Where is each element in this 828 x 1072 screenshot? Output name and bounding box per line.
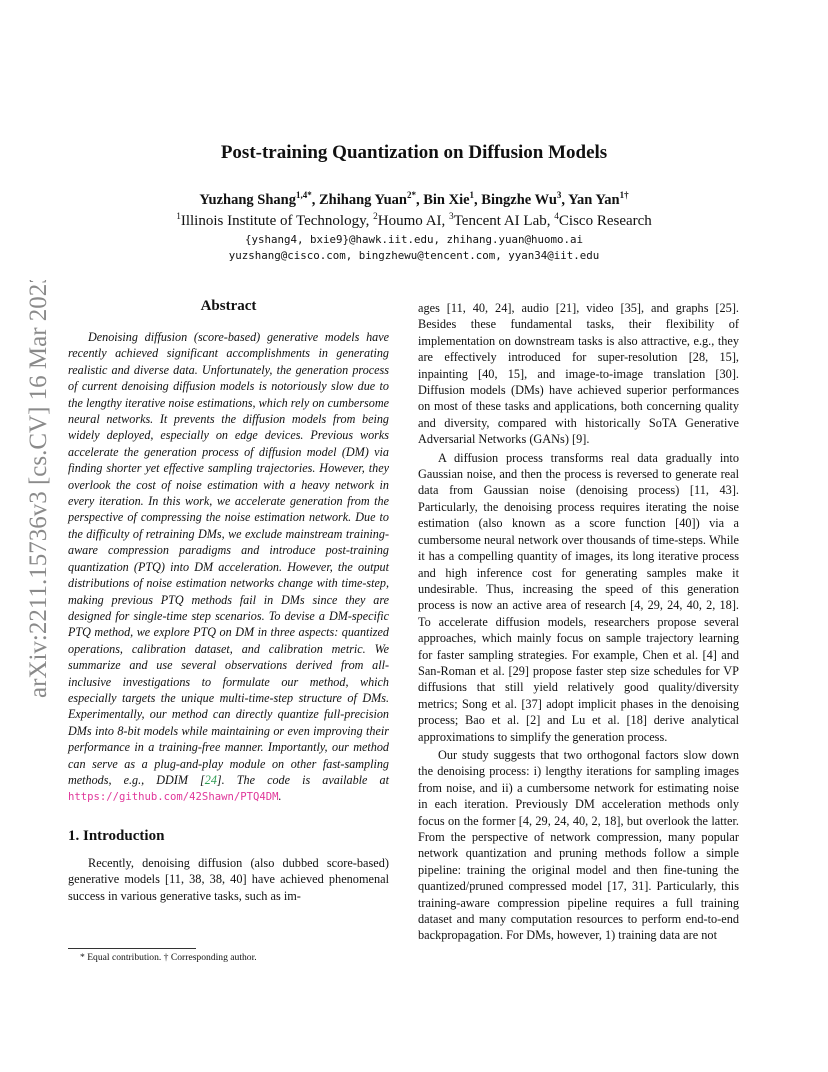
author-name: Yuzhang Shang bbox=[199, 192, 296, 208]
author-name: Bin Xie bbox=[423, 192, 470, 208]
right-column bbox=[418, 300, 739, 944]
author-sup: 2* bbox=[406, 190, 416, 201]
section-heading: 1. Introduction bbox=[68, 827, 165, 844]
affil-sup: 1 bbox=[176, 212, 181, 222]
code-link[interactable]: https://github.com/42Shawn/PTQ4DM bbox=[68, 791, 279, 804]
affiliation: Cisco Research bbox=[558, 213, 652, 229]
author-sup: 3 bbox=[556, 190, 562, 201]
abstract-body: ]. The code is available at bbox=[216, 772, 389, 787]
email-line: yuzshang@cisco.com, bingzhewu@tencent.com, yyan34@iit.edu bbox=[228, 249, 600, 262]
footnote: * Equal contribution. † Corresponding author. bbox=[80, 952, 257, 963]
author-name: Zhihang Yuan bbox=[318, 192, 407, 208]
affiliations: $^1$Illinois Institute of Technology, $^2$Houmo AI, $^3$Tencent AI Lab, $^4$Cisco Research bbox=[176, 212, 652, 229]
arxiv-stamp bbox=[14, 280, 58, 700]
abstract-heading: Abstract bbox=[200, 298, 257, 314]
affiliation: Tencent AI Lab bbox=[453, 213, 547, 229]
intro-paragraph: Recently, denoising diffusion (also dubbed score-based) generative models [11, 38, 38, 40] have achieved phenomenal success in various generative tasks, such as im- bbox=[68, 855, 389, 903]
author-sup: 1,4* bbox=[296, 190, 312, 201]
intro-paragraph: A diffusion process transforms real data gradually into Gaussian noise, and then the process is reversed to generate real data from Gaussian noise (denoising process) [11, 43]. Particularly, the denoising process requires iterating the noise estimation (also known as a score function [40]) via a cumbersome neural network over thousands of time-steps. While it has a compelling quantity of images, its long iterative process and high inference cost for generating samples make it undesirable. Thus, increasing the speed of this generation process is now an active area of research [4, 29, 24, 40, 2, 18]. To accelerate diffusion models, researchers propose several approaches, which mainly focus on sample trajectory learning for faster sampling strategies. For example, Chen et al. [4] and San-Roman et al. [29] propose faster step size schedules for VP diffusions that still yield relatively good quality/diversity metrics; Song et al. [37] adopt implicit phases in the denoising process; Bao et al. [2] and Lu et al. [18] derive analytical approximations to simplify the generation process. bbox=[418, 450, 739, 744]
abstract-text bbox=[68, 329, 389, 806]
paper-title: Post-training Quantization on Diffusion Models bbox=[220, 142, 608, 163]
footnote-rule bbox=[68, 948, 196, 949]
left-column bbox=[68, 298, 389, 904]
author-name: Yan Yan bbox=[568, 192, 620, 208]
email-line: {yshang4, bxie9}@hawk.iit.edu, zhihang.yuan@huomo.ai bbox=[244, 233, 583, 246]
author-sup: 1† bbox=[619, 190, 629, 201]
author-name: Bingzhe Wu bbox=[481, 192, 557, 208]
intro-paragraph: Our study suggests that two orthogonal factors slow down the denoising process: i) lengthy iterations for sampling images from noise, and ii) a cumbersome network for estimating noise in each iteration. Previously DM acceleration methods only focus on the former [4, 29, 24, 40, 2, 18], but overlook the latter. From the perspective of network compression, many popular network quantization and pruning methods follow a simple pipeline: training the original model and then fine-tuning the quantized/pruned compressed model [17, 31]. Particularly, this training-aware compression pipeline requires a full training dataset and many computation resources to perform end-to-end backpropagation. For DMs, however, 1) training data are not bbox=[418, 747, 739, 943]
abstract-body: Denoising diffusion (score-based) generative models have recently achieved significant accomplishments in generating realistic and diverse data. Unfortunately, the generation process of current denoising diffusion models is notoriously slow due to the lengthy iterative noise estimations, which rely on cumbersome neural networks. It prevents the diffusion models from being widely deployed, especially on edge devices. Previous works accelerate the generation process of diffusion model (DM) via finding shorter yet effective sampling trajectories. However, they overlook the cost of noise estimation with a heavy network in every iteration. In this work, we accelerate generation from the perspective of compressing the noise estimation network. Due to the difficulty of retraining DMs, we exclude mainstream training-aware compression paradigms and introduce post-training quantization (PTQ) into DM acceleration. However, the output distributions of noise estimation networks change with time-step, making previous PTQ methods fail in DMs since they are designed for single-time step scenarios. To devise a DM-specific PTQ method, we explore PTQ on DM in three aspects: quantized operations, calibration dataset, and calibration metric. We summarize and use several observations derived from all-inclusive investigations to formulate our method, which especially targets the unique multi-time-step structure of DMs. Experimentally, our method can directly quantize full-precision DMs into 8-bit models while maintaining or even improving their performance in a training-free manner. Importantly, our method can serve as a plug-and-play module on other fast-sampling methods, e.g., DDIM [ bbox=[68, 330, 389, 787]
citation-link[interactable]: 24 bbox=[204, 772, 217, 787]
affiliation: Illinois Institute of Technology bbox=[180, 213, 366, 229]
author-sup: 1 bbox=[469, 190, 475, 201]
arxiv-id-text: arXiv:2211.15736v3 [cs.CV] 16 Mar 2023 bbox=[25, 280, 52, 698]
abstract-end: . bbox=[278, 789, 282, 804]
intro-paragraph: ages [11, 40, 24], audio [21], video [35], and graphs [25]. Besides these fundamental tasks, their flexibility of implementation on downstream tasks is also attractive, e.g., they are effectively introduced for super-resolution [28, 15], inpainting [40, 15], and image-to-image translation [30]. Diffusion models (DMs) have achieved superior performances on most of these tasks and applications, both concerning quality and diversity, compared with historically SoTA Generative Adversarial Networks (GANs) [9]. bbox=[418, 301, 739, 447]
author-list: Yuzhang Shang$^{1,4*}$, Zhihang Yuan$^{2*}$, Bin Xie$^1$, Bingzhe Wu$^3$, Yan Yan$^{1\dagger}$ bbox=[199, 190, 629, 208]
affil-sup: 3 bbox=[449, 212, 454, 222]
affiliation: Houmo AI bbox=[377, 213, 442, 229]
affil-sup: 4 bbox=[554, 212, 559, 222]
affil-sup: 2 bbox=[373, 212, 378, 222]
